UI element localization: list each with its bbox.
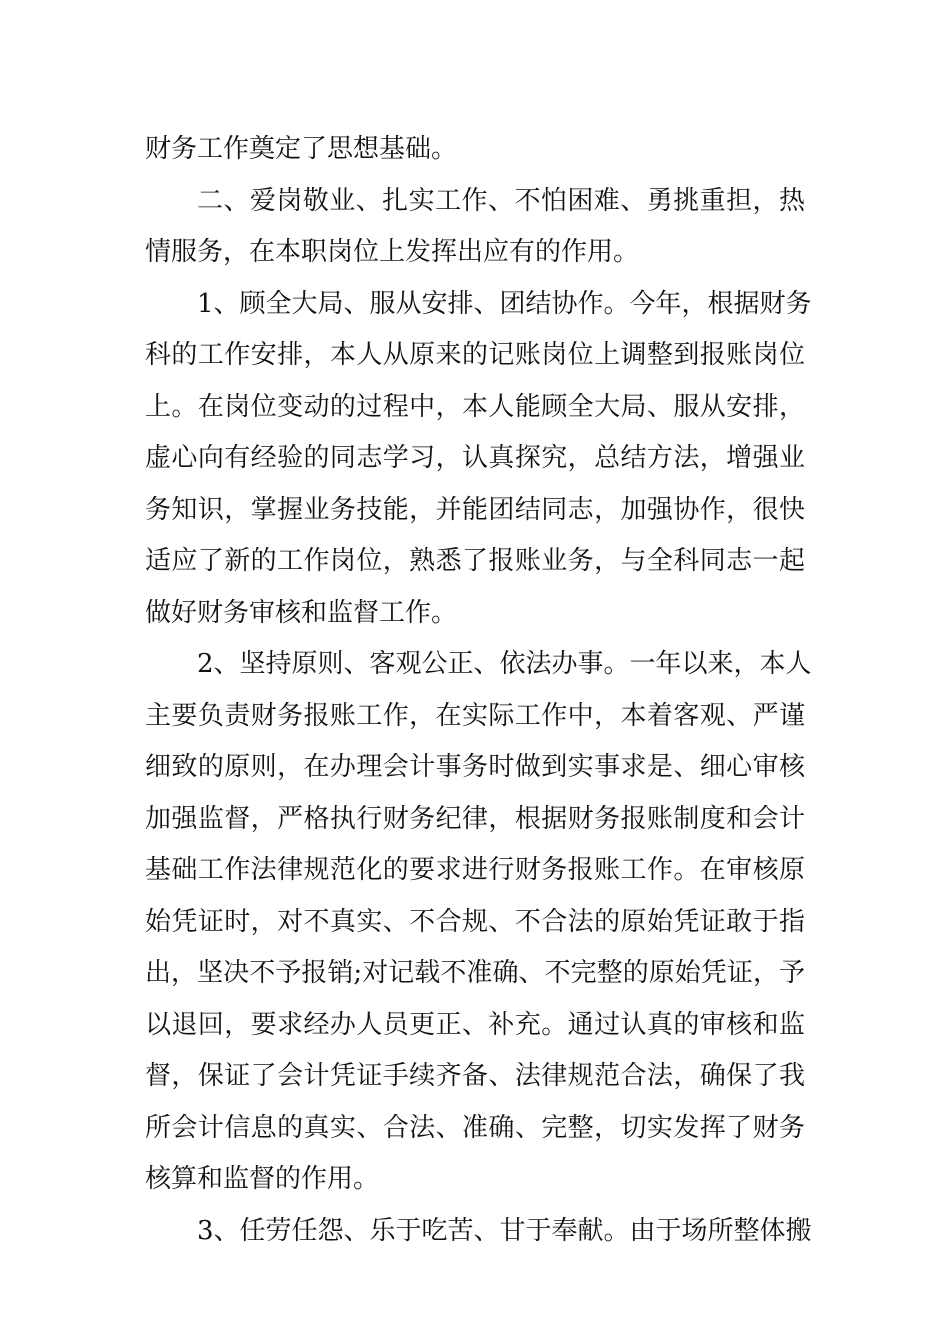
text-line: 虚心向有经验的同志学习，认真探究，总结方法，增强业: [145, 443, 805, 473]
text-line: 始凭证时，对不真实、不合规、不合法的原始凭证敢于指: [145, 906, 805, 937]
text-line: 主要负责财务报账工作，在实际工作中，本着客观、严谨: [145, 700, 805, 731]
text-line: 科的工作安排，本人从原来的记账岗位上调整到报账岗位: [145, 340, 805, 370]
text-line: 核算和监督的作用。: [145, 1164, 380, 1194]
text-line: 以退回，要求经办人员更正、补充。通过认真的审核和监: [145, 1009, 805, 1040]
section-heading-line: 二、爱岗敬业、扎实工作、不怕困难、勇挑重担，热: [197, 185, 805, 216]
text-line: 加强监督，严格执行财务纪律，根据财务报账制度和会计: [145, 803, 805, 834]
text-line: 上。在岗位变动的过程中，本人能顾全大局、服从安排，: [145, 391, 805, 422]
text-line: 基础工作法律规范化的要求进行财务报账工作。在审核原: [145, 855, 805, 885]
text-line: 做好财务审核和监督工作。: [145, 597, 458, 628]
text-line: 所会计信息的真实、合法、准确、完整，切实发挥了财务: [145, 1112, 805, 1143]
paragraph-first-line: 3、任劳任怨、乐于吃苦、甘于奉献。由于场所整体搬: [197, 1215, 812, 1246]
text-line: 情服务，在本职岗位上发挥出应有的作用。: [145, 237, 640, 267]
text-line: 适应了新的工作岗位，熟悉了报账业务，与全科同志一起: [145, 546, 805, 576]
text-line: 财务工作奠定了思想基础。: [145, 134, 458, 164]
paragraph-first-line: 2、坚持原则、客观公正、依法办事。一年以来，本人: [197, 649, 812, 679]
document-body: [145, 124, 812, 1257]
text-line: 细致的原则，在办理会计事务时做到实事求是、细心审核: [145, 752, 805, 782]
text-line: 务知识，掌握业务技能，并能团结同志，加强协作，很快: [145, 494, 805, 525]
text-line: 督，保证了会计凭证手续齐备、法律规范合法，确保了我: [145, 1061, 805, 1091]
text-line: 出，坚决不予报销;对记载不准确、不完整的原始凭证，予: [145, 958, 805, 988]
paragraph-first-line: 1、顾全大局、服从安排、团结协作。今年，根据财务: [197, 288, 812, 319]
